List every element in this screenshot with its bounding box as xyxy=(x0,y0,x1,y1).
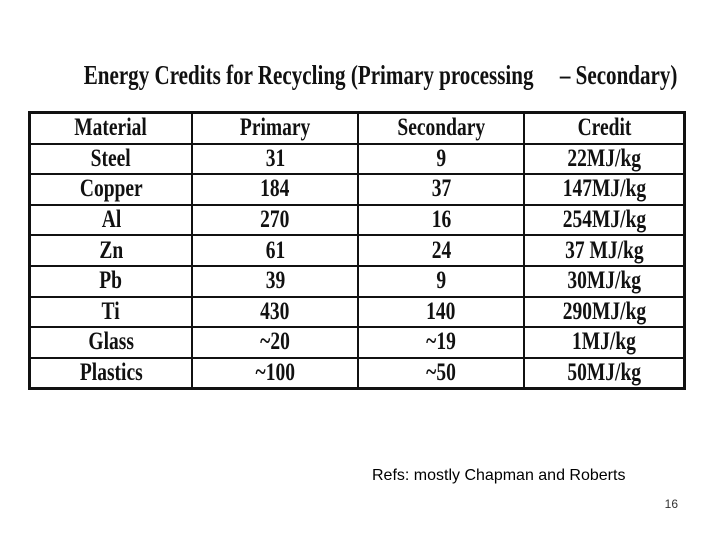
cell-text: Plastics xyxy=(79,359,143,387)
page-number: 16 xyxy=(664,497,678,511)
table-cell xyxy=(30,235,193,266)
cell-text: 140 xyxy=(426,297,456,325)
table-cell xyxy=(192,113,358,144)
cell-text: ~20 xyxy=(260,328,290,356)
table-cell xyxy=(192,297,358,328)
cell-text: 22MJ/kg xyxy=(567,144,641,172)
cell-text: 9 xyxy=(436,267,446,295)
cell-text: 16 xyxy=(431,206,451,234)
table-cell xyxy=(358,327,524,358)
cell-text: ~50 xyxy=(426,359,456,387)
cell-text: 61 xyxy=(265,236,285,264)
table-cell xyxy=(192,235,358,266)
table-cell xyxy=(358,235,524,266)
table-cell xyxy=(192,144,358,175)
cell-text: Steel xyxy=(90,144,132,172)
table-cell xyxy=(192,205,358,236)
table-cell xyxy=(30,174,193,205)
table-row xyxy=(30,205,685,236)
cell-text: 50MJ/kg xyxy=(567,359,641,387)
table-cell xyxy=(192,174,358,205)
table-cell xyxy=(524,297,685,328)
energy-credits-table xyxy=(28,111,686,390)
cell-text: 290MJ/kg xyxy=(562,297,646,325)
cell-text: Copper xyxy=(79,175,143,203)
cell-text: Al xyxy=(101,206,121,234)
table-row xyxy=(30,235,685,266)
cell-text: Secondary xyxy=(397,114,485,142)
table-cell xyxy=(524,174,685,205)
table-cell xyxy=(358,358,524,389)
cell-text: ~100 xyxy=(255,359,295,387)
cell-text: 37 xyxy=(431,175,451,203)
table-cell xyxy=(524,113,685,144)
table-cell xyxy=(192,358,358,389)
table-row xyxy=(30,144,685,175)
cell-text: Ti xyxy=(101,297,121,325)
cell-text: Zn xyxy=(99,236,123,264)
cell-text: 37 MJ/kg xyxy=(564,236,644,264)
cell-text: Primary xyxy=(239,114,311,142)
table-cell xyxy=(30,205,193,236)
table-cell xyxy=(30,358,193,389)
cell-text: 254MJ/kg xyxy=(562,206,646,234)
table-cell xyxy=(358,144,524,175)
table-cell xyxy=(524,235,685,266)
table-cell xyxy=(524,266,685,297)
slide-title: Energy Credits for Recycling (Primary processing – Secondary) xyxy=(83,60,678,90)
cell-text: Pb xyxy=(99,267,123,295)
table-row xyxy=(30,358,685,389)
cell-text: 147MJ/kg xyxy=(562,175,646,203)
table-cell xyxy=(30,113,193,144)
table-cell xyxy=(358,113,524,144)
cell-text: 1MJ/kg xyxy=(572,328,636,356)
cell-text: 24 xyxy=(431,236,451,264)
cell-text: 39 xyxy=(265,267,285,295)
table-cell xyxy=(524,327,685,358)
table-cell xyxy=(30,327,193,358)
table-row xyxy=(30,297,685,328)
cell-text: Material xyxy=(74,114,148,142)
table-cell xyxy=(30,297,193,328)
table-cell xyxy=(358,205,524,236)
cell-text: 270 xyxy=(260,206,290,234)
table-cell xyxy=(358,297,524,328)
table-row xyxy=(30,174,685,205)
references-text: Refs: mostly Chapman and Roberts xyxy=(372,467,626,484)
cell-text: ~19 xyxy=(426,328,456,356)
table-cell xyxy=(30,266,193,297)
table-cell xyxy=(524,144,685,175)
table-cell xyxy=(192,327,358,358)
table-cell xyxy=(358,266,524,297)
table-cell xyxy=(30,144,193,175)
table-cell xyxy=(524,205,685,236)
cell-text: 30MJ/kg xyxy=(567,267,641,295)
cell-text: 430 xyxy=(260,297,290,325)
table-row xyxy=(30,266,685,297)
table-cell xyxy=(192,266,358,297)
table-cell xyxy=(358,174,524,205)
table-header-row xyxy=(30,113,685,144)
cell-text: 9 xyxy=(436,144,446,172)
cell-text: 184 xyxy=(260,175,290,203)
cell-text: 31 xyxy=(265,144,285,172)
table-row xyxy=(30,327,685,358)
table-cell xyxy=(524,358,685,389)
cell-text: Glass xyxy=(88,328,134,356)
cell-text: Credit xyxy=(577,114,631,142)
